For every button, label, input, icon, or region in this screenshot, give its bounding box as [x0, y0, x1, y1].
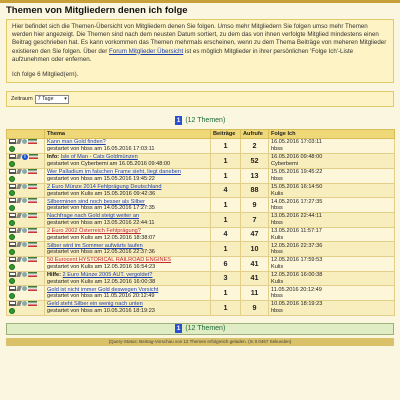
topic-cell — [45, 198, 211, 213]
topic-started: gestartet von hbss am 13.05.2016 22:44:11 — [47, 219, 155, 226]
table-row[interactable] — [7, 257, 395, 272]
header-topic: Thema — [45, 130, 211, 139]
topic-link[interactable]: 2 Euro Münze 2014 Fehlprägung Deutschland — [47, 183, 162, 190]
header-follow: Folge Ich — [269, 130, 395, 139]
topic-link[interactable]: Gold ist nicht immer Gold deswegen Vorsicht — [47, 286, 159, 293]
members-overview-link[interactable]: Forum Mitglieder Übersicht — [109, 47, 184, 55]
last-post-cell — [269, 286, 395, 301]
flag-icon — [28, 213, 37, 218]
row-icons — [7, 286, 45, 301]
envelope-icon[interactable] — [9, 228, 16, 233]
topic-cell — [45, 301, 211, 316]
topic-started: gestartet von Kulis am 15.05.2016 09:42:36 — [47, 190, 156, 197]
table-row[interactable] — [7, 227, 395, 242]
envelope-icon[interactable] — [9, 213, 16, 218]
views-count: 2 — [241, 139, 269, 154]
posts-count: 1 — [211, 139, 241, 154]
row-icons — [7, 213, 45, 228]
bell-icon[interactable] — [22, 272, 27, 277]
envelope-icon[interactable] — [9, 184, 16, 189]
row-icons — [7, 257, 45, 272]
last-post-user[interactable]: Kulis — [271, 263, 284, 270]
pencil-icon[interactable] — [16, 184, 22, 189]
topic-link[interactable]: 2 Euro Münze 2005 AUT. vergoldet? — [62, 271, 153, 278]
topic-started: gestartet von hbss am 15.05.2016 19:45:22 — [47, 175, 155, 182]
last-post-date: 15.05.2016 16:14:50 — [271, 183, 323, 190]
last-post-user[interactable]: hbss — [271, 219, 283, 226]
header-posts: Beiträge — [211, 130, 241, 139]
last-post-cell — [269, 271, 395, 286]
bell-icon[interactable] — [22, 198, 27, 203]
envelope-icon[interactable] — [9, 301, 16, 306]
topic-cell — [45, 271, 211, 286]
last-post-date: 12.05.2016 22:37:36 — [271, 242, 323, 249]
info-text-part2: ist es möglich Mitglieder in ihrer persönlichen 'Folge Ich'-Liste aufzunehmen oder enfernen. — [12, 47, 354, 63]
topic-started: gestartet von hbss am 11.05.2016 20:12:49 — [47, 293, 155, 300]
last-post-date: 12.05.2016 17:59:53 — [271, 257, 323, 264]
header-icons — [7, 130, 45, 139]
envelope-icon[interactable] — [9, 272, 16, 277]
topics-table — [6, 129, 395, 316]
last-post-cell — [269, 213, 395, 228]
row-icons — [7, 169, 45, 184]
topic-started: gestartet von Kulis am 12.05.2016 16:00:38 — [47, 278, 156, 285]
row-icons — [7, 183, 45, 198]
chevron-down-icon: ▾ — [64, 95, 67, 102]
bell-icon[interactable] — [22, 139, 27, 144]
status-dot-icon — [9, 278, 15, 284]
last-post-date: 13.05.2016 22:44:11 — [271, 213, 322, 220]
status-dot-icon — [9, 176, 15, 182]
info-icon: i — [22, 154, 28, 160]
topic-cell — [45, 242, 211, 257]
flag-icon — [28, 301, 37, 306]
pager-top — [6, 114, 394, 126]
pencil-icon[interactable] — [16, 286, 22, 291]
status-dot-icon — [9, 220, 15, 226]
status-dot-icon — [9, 234, 15, 240]
views-count: 7 — [241, 213, 269, 228]
last-post-date: 11.05.2016 20:12:49 — [271, 286, 322, 293]
status-dot-icon — [9, 293, 15, 299]
status-dot-icon — [9, 249, 15, 255]
last-post-date: 14.05.2016 17:27:35 — [271, 198, 323, 205]
table-row[interactable] — [7, 271, 395, 286]
topic-link[interactable]: 2 Euro 2002 Österreich Fehlprägung? — [47, 227, 141, 234]
row-icons — [7, 139, 45, 154]
posts-count: 3 — [211, 271, 241, 286]
flag-icon — [29, 154, 38, 159]
row-icons — [7, 271, 45, 286]
posts-count: 4 — [211, 227, 241, 242]
topic-link[interactable]: Kann man Gold finden? — [47, 139, 106, 146]
topic-started: gestartet von hbss am 12.05.2016 22:37:36 — [47, 249, 155, 256]
topic-cell — [45, 227, 211, 242]
row-icons — [7, 198, 45, 213]
bell-icon[interactable] — [22, 286, 27, 291]
views-count: 47 — [241, 227, 269, 242]
topic-link[interactable]: Silberminen sind noch besser als Silber — [47, 198, 145, 205]
views-count: 52 — [241, 153, 269, 168]
table-row[interactable] — [7, 213, 395, 228]
row-icons — [7, 301, 45, 316]
table-row[interactable] — [7, 286, 395, 301]
last-post-cell — [269, 227, 395, 242]
page-title: Themen von Mitgliedern denen ich folge — [6, 5, 188, 16]
last-post-cell — [269, 153, 395, 168]
flag-icon — [28, 198, 37, 203]
last-post-cell — [269, 301, 395, 316]
posts-count: 1 — [211, 169, 241, 184]
table-row[interactable] — [7, 198, 395, 213]
topic-cell — [45, 169, 211, 184]
table-row[interactable] — [7, 139, 395, 154]
last-post-user[interactable]: hbss — [271, 307, 283, 314]
last-post-date: 16.05.2016 17:03:11 — [271, 139, 322, 146]
topic-link[interactable]: Wer Palladium im falschen Frame sieht, liegt daneben — [47, 169, 181, 176]
last-post-user[interactable]: hbss — [271, 205, 283, 212]
posts-count: 1 — [211, 198, 241, 213]
table-row[interactable] — [7, 242, 395, 257]
last-post-user[interactable]: hbss — [271, 175, 283, 182]
row-icons — [7, 242, 45, 257]
info-description — [12, 23, 388, 64]
posts-count: 4 — [211, 183, 241, 198]
last-post-user[interactable]: hbss — [271, 293, 283, 300]
last-post-user[interactable]: Kulis — [271, 278, 284, 285]
last-post-cell — [269, 242, 395, 257]
topic-cell — [45, 183, 211, 198]
bell-icon[interactable] — [22, 228, 27, 233]
topic-link[interactable]: Isle of Man - Cats Goldmünzen — [60, 154, 138, 161]
last-post-date: 16.05.2016 09:48:00 — [271, 154, 323, 161]
envelope-icon[interactable] — [9, 169, 16, 174]
topic-started: gestartet von Kulis am 12.05.2016 16:54:23 — [47, 263, 156, 270]
query-status: (Query-Status: Beitrag-Vorschau von 12 Themen erfolgreich geladen. (In 0.0467 Sekunden) — [6, 338, 394, 346]
posts-count: 1 — [211, 286, 241, 301]
topic-cell — [45, 257, 211, 272]
follow-count: Ich folge 6 Mitglied(ern). — [12, 71, 79, 79]
views-count: 10 — [241, 242, 269, 257]
views-count: 9 — [241, 301, 269, 316]
posts-count: 1 — [211, 242, 241, 257]
topic-started: gestartet von Kulis am 12.05.2016 18:38:07 — [47, 234, 156, 241]
table-row[interactable] — [7, 301, 395, 316]
page-number-button-bottom[interactable]: 1 — [176, 325, 181, 333]
topic-prefix: Hilfe: — [47, 271, 63, 278]
topic-cell — [45, 286, 211, 301]
flag-icon — [28, 272, 37, 277]
topic-cell — [45, 213, 211, 228]
pencil-icon[interactable] — [16, 198, 22, 203]
envelope-icon[interactable] — [9, 257, 16, 262]
topic-link[interactable]: 50 Eurocent HYSTORICAL RAILROAD ENGINES — [47, 257, 172, 264]
page-number-button[interactable]: 1 — [176, 116, 181, 124]
table-header-row — [7, 130, 395, 139]
last-post-cell — [269, 169, 395, 184]
table-row[interactable] — [7, 153, 395, 168]
pencil-icon[interactable] — [16, 228, 22, 233]
flag-icon — [28, 184, 37, 189]
views-count: 9 — [241, 198, 269, 213]
last-post-cell — [269, 198, 395, 213]
views-count: 13 — [241, 169, 269, 184]
bell-icon[interactable] — [22, 257, 27, 262]
last-post-user[interactable]: hbss — [271, 249, 283, 256]
info-box — [6, 19, 394, 83]
pager-bottom — [6, 323, 394, 335]
views-count: 11 — [241, 286, 269, 301]
last-post-cell — [269, 139, 395, 154]
posts-count: 1 — [211, 153, 241, 168]
posts-count: 6 — [211, 257, 241, 272]
status-dot-icon — [9, 190, 15, 196]
bell-icon[interactable] — [22, 169, 27, 174]
last-post-date: 10.05.2016 18:19:23 — [271, 301, 323, 308]
topic-count-bottom: (12 Themen) — [185, 325, 226, 333]
posts-count: 1 — [211, 213, 241, 228]
flag-icon — [28, 169, 37, 174]
status-dot-icon — [9, 264, 15, 270]
topic-started: gestartet von hbss am 14.05.2016 17:27:35 — [47, 205, 155, 212]
bell-icon[interactable] — [22, 242, 27, 247]
timeframe-select[interactable] — [35, 95, 69, 104]
header-views: Aufrufe — [241, 130, 269, 139]
topic-count: (12 Themen) — [185, 116, 226, 124]
pencil-icon[interactable] — [16, 272, 22, 277]
last-post-user[interactable]: Kulis — [271, 190, 284, 197]
flag-icon — [28, 242, 37, 247]
flag-icon — [28, 139, 37, 144]
last-post-cell — [269, 257, 395, 272]
flag-icon — [28, 228, 37, 233]
pencil-icon[interactable] — [16, 242, 22, 247]
last-post-user[interactable]: Kulis — [271, 234, 284, 241]
topic-started: gestartet von hbss am 16.05.2016 17:03:11 — [47, 146, 155, 153]
status-dot-icon — [9, 146, 15, 152]
topic-started: gestartet von Cyberbemi am 16.05.2016 09:48:00 — [47, 160, 171, 167]
timeframe-selected: 7 Tage — [37, 95, 54, 102]
last-post-user[interactable]: hbss — [271, 146, 283, 153]
bell-icon[interactable] — [22, 301, 27, 306]
status-dot-icon — [9, 205, 15, 211]
topic-link[interactable]: Geld steht Silber ein wenig nach unten — [47, 301, 143, 308]
topic-cell — [45, 139, 211, 154]
last-post-cell — [269, 183, 395, 198]
timeframe-label: Zeitraum — [11, 96, 33, 103]
last-post-date: 15.05.2016 19:45:22 — [271, 169, 323, 176]
bell-icon[interactable] — [22, 184, 27, 189]
status-dot-icon — [9, 161, 15, 167]
timeframe-filter — [6, 91, 394, 107]
flag-icon — [28, 257, 37, 262]
bell-icon[interactable] — [22, 213, 27, 218]
posts-count: 1 — [211, 301, 241, 316]
topic-link[interactable]: Nachfrage nach Gold steigt weiter an — [47, 213, 140, 220]
page-content — [6, 3, 394, 346]
views-count: 41 — [241, 257, 269, 272]
row-icons — [7, 227, 45, 242]
last-post-date: 13.05.2016 11:57:17 — [271, 227, 322, 234]
topic-prefix: Info: — [47, 154, 61, 161]
topic-started: gestartet von hbss am 10.05.2016 18:19:23 — [47, 307, 155, 314]
views-count: 88 — [241, 183, 269, 198]
flag-icon — [28, 286, 37, 291]
last-post-date: 12.05.2016 16:00:38 — [271, 271, 323, 278]
status-dot-icon — [9, 308, 15, 314]
table-row[interactable] — [7, 169, 395, 184]
topic-cell — [45, 153, 211, 168]
views-count: 41 — [241, 271, 269, 286]
info-text-part1: Hier befindet sich die Themen-Übersicht von Mitgliedern denen Sie folgen. Umso mehr Mitgliedern Sie folgen umso mehr Themen werden hier angezeigt. Die Themen sind nach dem neusten Datum sortiert, zu dem das von ihnen verfolgte Mitglied mindestens einen Beitrag geschrieben hat. Es kann vorkommen das Themen mehrmals erscheinen, wenn zu dem Thema Beiträge von meheren Mitglieder existieren den Sie folgen. Über der — [12, 23, 387, 55]
table-row[interactable] — [7, 183, 395, 198]
row-icons — [7, 153, 45, 168]
last-post-user[interactable]: Cyberbemi — [271, 160, 299, 167]
topic-link[interactable]: Silber wird im Sommer aufwärts laufen — [47, 242, 143, 249]
